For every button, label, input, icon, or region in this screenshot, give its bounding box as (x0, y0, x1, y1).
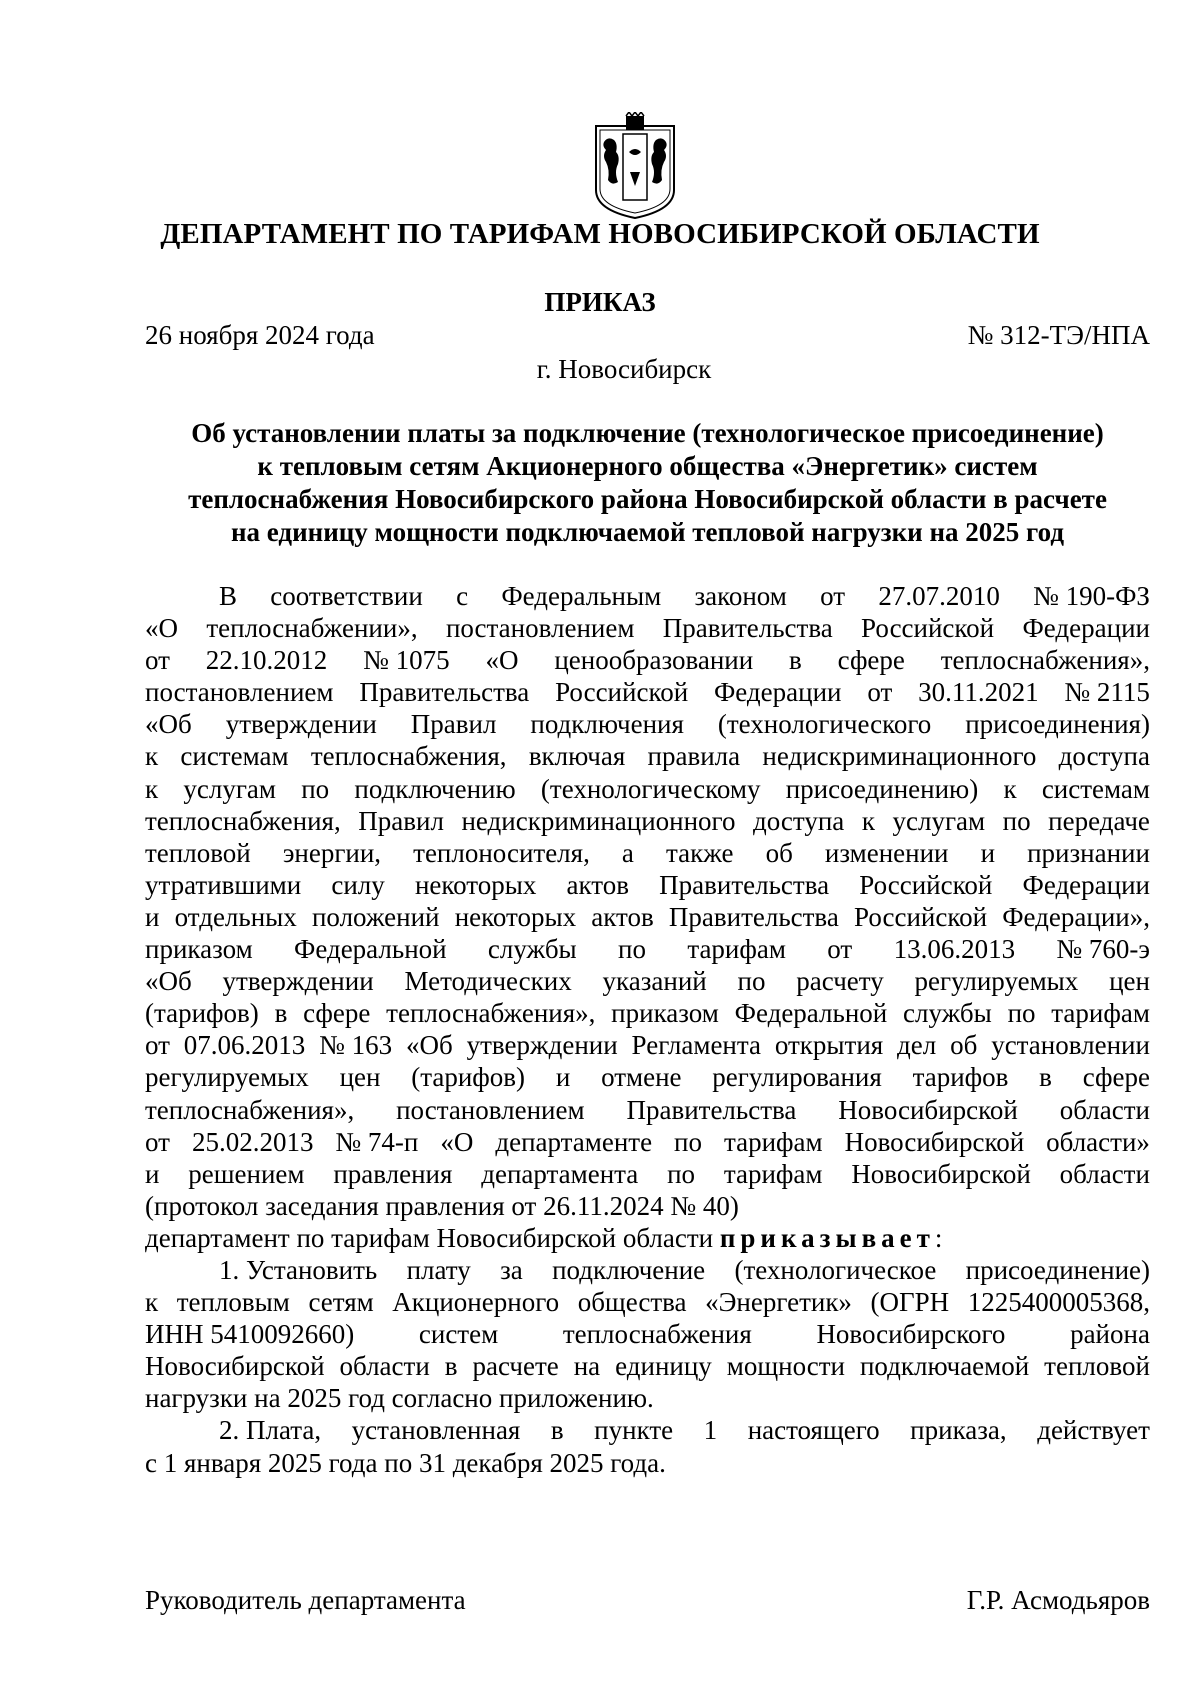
word: с (456, 581, 469, 611)
word: подключения (530, 709, 684, 740)
word: Правительства (626, 1094, 797, 1125)
preamble-line (145, 1061, 1150, 1093)
word: тарифам (723, 1158, 823, 1189)
word: подключению (354, 773, 516, 804)
word: № 163 (319, 1030, 393, 1061)
preamble-line (145, 997, 1150, 1029)
word: Федерации», (1002, 901, 1150, 932)
item-1-line: нагрузки на 2025 год согласно приложению. (145, 1383, 654, 1414)
word: соответствии (270, 581, 423, 611)
word: Федерации (1022, 613, 1150, 644)
word: по (737, 966, 766, 997)
word: к (861, 805, 875, 836)
word: расчету (796, 966, 884, 997)
word: Федеральной (734, 998, 888, 1029)
preamble-line (145, 580, 1150, 612)
document-subject (145, 417, 1150, 549)
word: ИНН 5410092660) (145, 1319, 355, 1350)
word: а (621, 837, 634, 868)
word: утверждении (225, 709, 377, 740)
word: тарифам (1051, 998, 1150, 1029)
word: некоторых (414, 869, 537, 900)
word: силу (331, 869, 385, 900)
order-verb: приказывает (719, 1222, 935, 1253)
word: правления (333, 1158, 453, 1189)
word: 22.10.2012 (205, 645, 328, 676)
word: 07.06.2013 (183, 1030, 306, 1061)
word: в (789, 645, 802, 676)
word: в (444, 1351, 458, 1382)
word: к (145, 773, 159, 804)
word: регулируемых (914, 966, 1079, 997)
word: недискриминационного (762, 741, 1037, 772)
word: расчете (472, 1351, 559, 1382)
preamble-line (145, 805, 1150, 837)
word: Методических (404, 966, 572, 997)
word: правила (647, 741, 741, 772)
item-1-line (145, 1254, 1150, 1286)
word: открытия (774, 1030, 884, 1061)
word: области (339, 1351, 430, 1382)
word: услугам (183, 773, 276, 804)
word: 30.11.2021 (918, 677, 1039, 708)
item-2-line: с 1 января 2025 года по 31 декабря 2025 года. (145, 1447, 666, 1478)
word: подключение (552, 1254, 706, 1285)
preamble-line (145, 1126, 1150, 1158)
word: и (555, 1062, 571, 1093)
word: службы (487, 934, 577, 965)
word: актов (566, 869, 629, 900)
word: «О (440, 1126, 474, 1157)
word: за (500, 1254, 523, 1285)
order-clause-tail: : (934, 1222, 943, 1253)
word: недискриминационного (461, 805, 736, 836)
word: № 1075 (363, 645, 450, 676)
word: Федерации (1022, 869, 1150, 900)
word: от (145, 1030, 170, 1061)
subject-line: теплоснабжения Новосибирского района Новосибирской области в расчете (188, 484, 1107, 514)
word: и (145, 1158, 160, 1189)
word: законом (694, 581, 787, 611)
word: тарифам (687, 934, 786, 965)
preamble-line (145, 612, 1150, 644)
word: Российской (555, 677, 689, 708)
word: от (820, 581, 846, 611)
preamble-line: (протокол заседания правления от 26.11.2024 № 40) (145, 1190, 739, 1221)
word: от (145, 1126, 170, 1157)
word: теплоснабжения (562, 1319, 752, 1350)
word: мощности (726, 1351, 845, 1382)
word: теплоснабжения, (145, 805, 341, 836)
word: области» (1046, 1126, 1150, 1157)
word: присоединению) (785, 773, 979, 804)
word: решением (188, 1158, 305, 1189)
word: постановлением (445, 613, 635, 644)
word: об (765, 837, 793, 868)
word: к (145, 741, 159, 772)
word: департамента (481, 1158, 639, 1189)
word: В (219, 581, 238, 611)
word: теплоснабжения, (310, 741, 507, 772)
preamble-line (145, 1029, 1150, 1061)
word: энергии, (282, 837, 382, 868)
word: изменении (824, 837, 949, 868)
document-date: 26 ноября 2024 года (145, 320, 375, 350)
subject-line: к тепловым сетям Акционерного общества «Энергетик» систем (257, 451, 1038, 481)
signer-name: Г.Р. Асмодьяров (966, 1585, 1150, 1615)
word: № 74-п (335, 1126, 419, 1157)
word: Федеральной (294, 934, 447, 965)
word: об (950, 1030, 978, 1061)
word: установлении (991, 1030, 1150, 1061)
word: (ОГРН (870, 1287, 950, 1318)
word: Правительства (662, 613, 833, 644)
word: утверждении (466, 1030, 618, 1061)
preamble-line (145, 1158, 1150, 1190)
word: Российской (861, 613, 995, 644)
word: общества (577, 1287, 687, 1318)
word: (технологического (717, 709, 932, 740)
document-number: № 312-ТЭ/НПА (967, 320, 1150, 350)
item-1-line (145, 1350, 1150, 1382)
word: (технологическое (734, 1254, 937, 1285)
preamble-line (145, 965, 1150, 997)
word: приказа, (910, 1415, 1007, 1446)
word: Регламента (631, 1030, 761, 1061)
word: по (1007, 998, 1036, 1029)
word: актов (591, 901, 654, 932)
word: регулируемых (145, 1062, 309, 1093)
word: дел (897, 1030, 937, 1061)
subject-line: на единицу мощности подключаемой тепловой нагрузки на 2025 год (230, 517, 1064, 547)
word: системам (1041, 773, 1150, 804)
word: (тарифов) (145, 998, 259, 1029)
word: Федеральным (501, 581, 662, 611)
word: 1225400005368, (967, 1287, 1150, 1318)
word: включая (528, 741, 626, 772)
preamble-line (145, 740, 1150, 772)
word: приказом (611, 998, 719, 1029)
word: теплоснабжения», (145, 1094, 355, 1125)
word: услугам (892, 805, 986, 836)
preamble-line (145, 901, 1150, 933)
word: тарифов (912, 1062, 1009, 1093)
word: приказом (145, 934, 253, 965)
preamble-line (145, 644, 1150, 676)
word: «О (485, 645, 519, 676)
word: по (618, 934, 646, 965)
word: к (1003, 773, 1017, 804)
word: в (274, 998, 288, 1029)
word: (технологическому (540, 773, 761, 804)
word: по (1002, 805, 1031, 836)
word: присоединения) (965, 709, 1150, 740)
word: передаче (1048, 805, 1150, 836)
word: Новосибирской (838, 1094, 1018, 1125)
word: 25.02.2013 (191, 1126, 314, 1157)
word: 13.06.2013 (893, 934, 1016, 965)
subject-line: Об установлении платы за подключение (технологическое присоединение) (191, 418, 1104, 448)
preamble-line (145, 1094, 1150, 1126)
word: постановлением (396, 1094, 585, 1125)
word: службы (903, 998, 992, 1029)
preamble-line (145, 933, 1150, 965)
word: «Об (145, 966, 192, 997)
word: от (867, 677, 893, 708)
word: на (573, 1351, 601, 1382)
word: положений (311, 901, 440, 932)
document-body (145, 580, 1150, 1479)
word: Новосибирской (844, 1126, 1025, 1157)
document-city: г. Новосибирск (536, 354, 712, 384)
preamble-line (145, 708, 1150, 740)
preamble-line (145, 869, 1150, 901)
word: сфере (1082, 1062, 1150, 1093)
order-clause-text: департамент по тарифам Новосибирской области (145, 1222, 720, 1253)
word: сетям (308, 1287, 374, 1318)
word: тепловой (145, 837, 251, 868)
word: «О (145, 613, 178, 644)
word: отмене (601, 1062, 682, 1093)
word: Акционерного (392, 1287, 560, 1318)
word: систем (418, 1319, 499, 1350)
word: района (1070, 1319, 1150, 1350)
word: в (1039, 1062, 1052, 1093)
document-type: ПРИКАЗ (544, 287, 656, 317)
word: Правил (358, 805, 444, 836)
word: плату (406, 1254, 471, 1285)
word: Новосибирского (816, 1319, 1006, 1350)
word: действует (1037, 1415, 1150, 1446)
word: Правительства (668, 901, 839, 932)
word: по (301, 773, 330, 804)
word: Правительства (359, 677, 530, 708)
word: Правительства (659, 869, 830, 900)
word: постановлением (145, 677, 334, 708)
word: области (1059, 1158, 1150, 1189)
word: единицу (615, 1351, 712, 1382)
word: области (1059, 1094, 1150, 1125)
word: некоторых (454, 901, 577, 932)
department-title: ДЕПАРТАМЕНТ ПО ТАРИФАМ НОВОСИБИРСКОЙ ОБЛАСТИ (160, 218, 1040, 250)
signer-role: Руководитель департамента (145, 1585, 466, 1615)
word: по (674, 1126, 702, 1157)
preamble-line (145, 773, 1150, 805)
word: доступа (1058, 741, 1150, 772)
word: в (550, 1415, 564, 1446)
item-1-line (145, 1318, 1150, 1350)
word: 1 (703, 1415, 718, 1446)
word: утверждении (222, 966, 374, 997)
word: Новосибирской (851, 1158, 1031, 1189)
word: от (827, 934, 853, 965)
word: признании (1027, 837, 1150, 868)
word: сфере (837, 645, 905, 676)
word: теплоснабжения», (940, 645, 1150, 676)
word: системам (180, 741, 289, 772)
word: теплоснабжении», (206, 613, 418, 644)
coat-of-arms-icon (590, 112, 680, 220)
word: настоящего (747, 1415, 880, 1446)
word: «Об (406, 1030, 453, 1061)
word: теплоносителя, (413, 837, 590, 868)
word: цен (339, 1062, 381, 1093)
preamble-line (145, 676, 1150, 708)
word: к (145, 1287, 159, 1318)
word: Российской (853, 901, 988, 932)
item-2-line (145, 1414, 1150, 1446)
word: также (665, 837, 734, 868)
word: Новосибирской (145, 1351, 325, 1382)
word: тепловой (1044, 1351, 1150, 1382)
word: указаний (602, 966, 707, 997)
word: от (145, 645, 170, 676)
word: теплоснабжения», (386, 998, 596, 1029)
word: сфере (303, 998, 371, 1029)
word: и (980, 837, 996, 868)
preamble-line (145, 837, 1150, 869)
word: отдельных (174, 901, 297, 932)
item-1-line (145, 1286, 1150, 1318)
word: тепловым (176, 1287, 290, 1318)
word: № 190-ФЗ (1033, 581, 1150, 611)
word: 2. Плата, (219, 1415, 322, 1446)
word: 27.07.2010 (878, 581, 1000, 611)
word: подключаемой (859, 1351, 1030, 1382)
order-clause (145, 1222, 1150, 1254)
word: № 760-э (1056, 934, 1150, 965)
word: ценообразовании (554, 645, 754, 676)
word: доступа (753, 805, 845, 836)
word: Правил (410, 709, 497, 740)
word: цен (1109, 966, 1150, 997)
word: и (145, 901, 160, 932)
word: 1. Установить (219, 1254, 378, 1285)
word: департаменте (495, 1126, 653, 1157)
word: «Об (145, 709, 192, 740)
word: Федерации (713, 677, 842, 708)
word: пункте (594, 1415, 674, 1446)
word: по (667, 1158, 696, 1189)
word: Российской (859, 869, 993, 900)
word: утратившими (145, 869, 302, 900)
word: (тарифов) (411, 1062, 526, 1093)
word: «Энергетик» (705, 1287, 852, 1318)
word: установленная (351, 1415, 521, 1446)
word: тарифам (723, 1126, 823, 1157)
word: присоединение) (965, 1254, 1150, 1285)
word: № 2115 (1064, 677, 1150, 708)
word: регулирования (712, 1062, 882, 1093)
